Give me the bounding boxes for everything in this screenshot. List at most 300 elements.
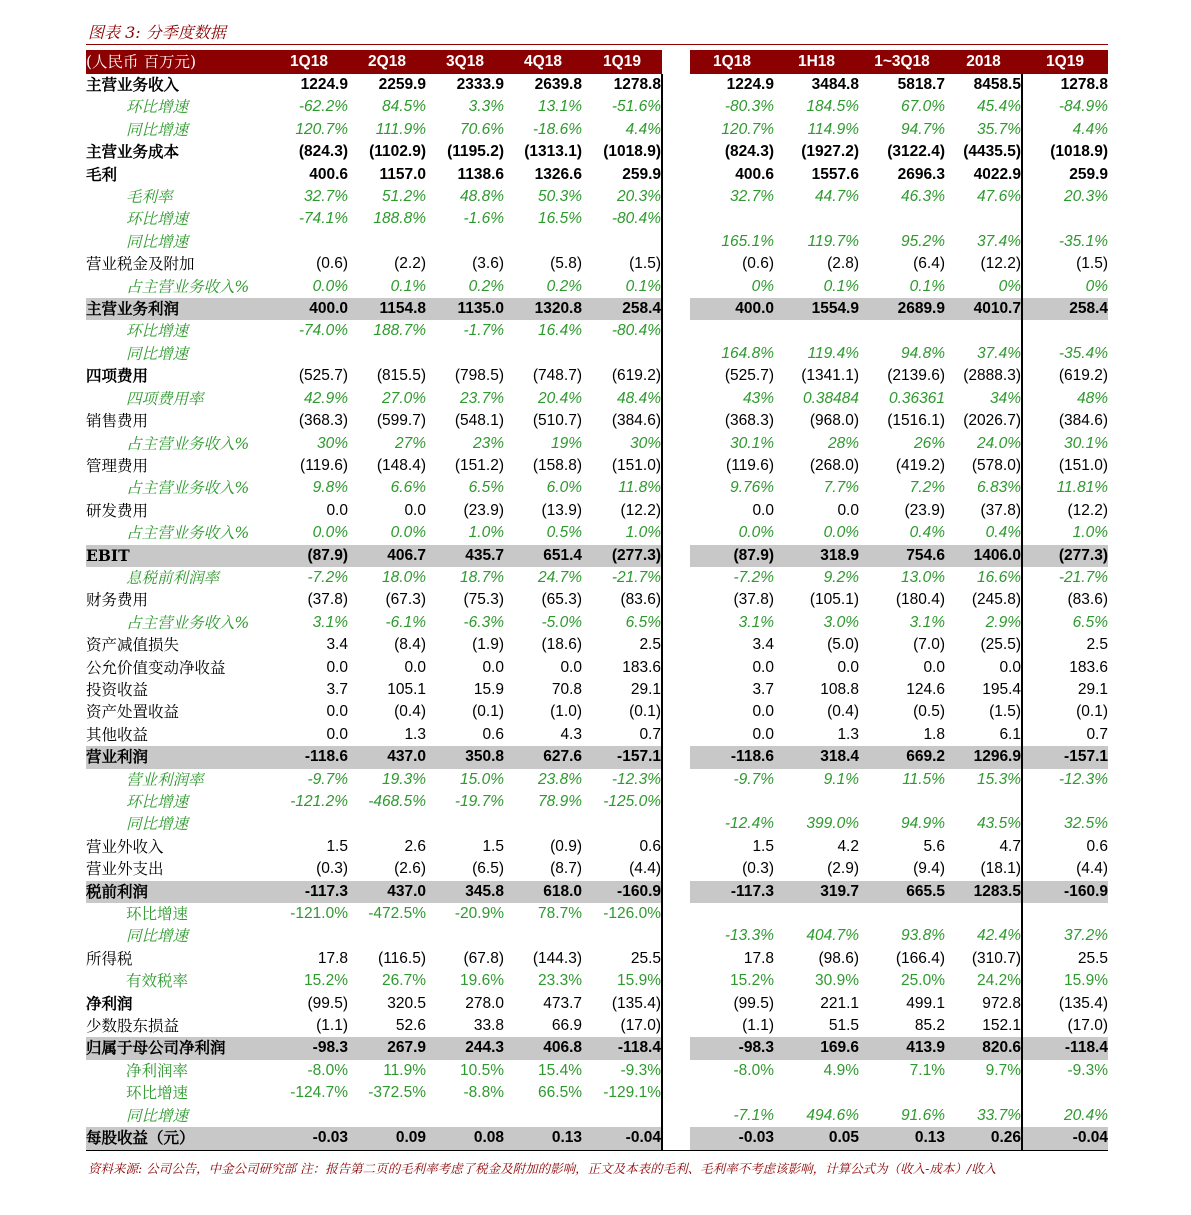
cell-right: 9.1% — [823, 770, 859, 788]
cell-right: 34% — [945, 388, 1022, 410]
cell-right: (37.8) — [733, 591, 774, 609]
table-row — [86, 970, 1108, 992]
column-gap — [662, 231, 690, 253]
table-row — [86, 1082, 1108, 1104]
cell-right: -118.4 — [1022, 1037, 1108, 1059]
cell-left: (6.5) — [472, 860, 504, 878]
column-gap — [662, 298, 690, 320]
cell-right — [945, 791, 1022, 813]
cell-right: (12.2) — [1067, 501, 1108, 519]
column-gap — [662, 925, 690, 947]
cell-right: 120.7% — [721, 120, 774, 138]
row-label: 息税前利润率 — [126, 568, 220, 587]
cell-right: 94.7% — [901, 120, 945, 138]
row-label: 环比增速 — [126, 210, 189, 229]
cell-left — [348, 1105, 426, 1127]
cell-left: 0.1% — [582, 276, 662, 298]
table-row — [86, 74, 1108, 96]
cell-right: 29.1 — [1077, 680, 1108, 698]
cell-right — [945, 320, 1022, 342]
col-header: 1Q18 — [270, 50, 348, 74]
cell-right: -8.0% — [733, 1061, 774, 1079]
cell-right: 258.4 — [1022, 298, 1108, 320]
row-label: 环比增速 — [126, 1084, 189, 1103]
cell-right: 1296.9 — [945, 746, 1022, 768]
cell-left: 70.6% — [460, 120, 504, 138]
cell-right: -7.2% — [733, 568, 774, 586]
row-label: EBIT — [86, 545, 270, 567]
column-gap — [662, 276, 690, 298]
cell-right: (0.3) — [742, 860, 774, 878]
cell-right: (0.5) — [913, 703, 945, 721]
column-gap — [662, 993, 690, 1015]
cell-left: 0.0% — [312, 524, 348, 542]
cell-left: -118.4 — [582, 1037, 662, 1059]
cell-left — [270, 231, 348, 253]
cell-right: (83.6) — [1067, 591, 1108, 609]
cell-left: 437.0 — [348, 881, 426, 903]
column-gap — [662, 679, 690, 701]
row-label: 同比增速 — [126, 927, 189, 946]
cell-right: -12.3% — [1058, 770, 1108, 788]
cell-right: (1.1) — [742, 1017, 774, 1035]
column-gap — [662, 208, 690, 230]
cell-left: 406.7 — [348, 545, 426, 567]
cell-right: (23.9) — [904, 501, 945, 519]
col-header: 1Q19 — [582, 50, 662, 74]
cell-right: (166.4) — [895, 949, 945, 967]
cell-right — [945, 1082, 1022, 1104]
row-label: 占主营业务收入% — [126, 524, 250, 543]
column-gap — [662, 477, 690, 499]
cell-left: (824.3) — [298, 143, 348, 161]
cell-left: 11.9% — [383, 1061, 426, 1079]
cell-right: 400.6 — [735, 165, 774, 183]
table-row — [86, 410, 1108, 432]
cell-left: -468.5% — [368, 793, 426, 810]
cell-right — [774, 1082, 859, 1104]
cell-right: 669.2 — [859, 746, 945, 768]
cell-right: 16.6% — [945, 567, 1022, 589]
cell-left: (2.6) — [394, 860, 426, 878]
cell-right: 9.76% — [730, 479, 774, 497]
row-label: 四项费用率 — [126, 389, 204, 408]
row-label: 营业税金及附加 — [86, 255, 195, 274]
column-gap — [662, 1127, 690, 1150]
cell-right: -9.7% — [733, 770, 774, 788]
cell-left: 23.3% — [538, 972, 582, 990]
cell-left: 32.7% — [304, 188, 348, 206]
cell-right: 0.4% — [909, 524, 945, 542]
cell-left: 11.8% — [582, 477, 662, 499]
cell-left: 0.0 — [326, 725, 348, 743]
cell-left: -9.7% — [307, 770, 348, 788]
cell-right: -21.7% — [1058, 568, 1108, 586]
cell-left: 400.6 — [309, 165, 348, 183]
cell-right: 15.2% — [730, 972, 774, 990]
cell-right: 754.6 — [859, 545, 945, 567]
cell-right: 93.8% — [901, 927, 945, 945]
cell-left: 19% — [550, 434, 582, 452]
cell-right: 94.9% — [901, 815, 945, 833]
cell-right: -157.1 — [1022, 746, 1108, 768]
table-row — [86, 791, 1108, 813]
cell-right: 37.4% — [945, 231, 1022, 253]
cell-right: 20.4% — [1064, 1106, 1108, 1124]
cell-left: -121.2% — [290, 793, 348, 810]
cell-right: 259.9 — [1069, 165, 1108, 183]
cell-left: -0.03 — [270, 1127, 348, 1150]
cell-right: (17.0) — [1067, 1017, 1108, 1035]
cell-right: (5.0) — [827, 636, 859, 654]
cell-left: -160.9 — [582, 881, 662, 903]
cell-right: (2.9) — [827, 860, 859, 878]
cell-right: 1.5 — [752, 837, 774, 855]
table-row — [86, 164, 1108, 186]
row-label: 净利润 — [86, 993, 133, 1013]
table-row — [86, 365, 1108, 387]
cell-right: 972.8 — [945, 993, 1022, 1015]
cell-left: 3.3% — [468, 98, 504, 116]
row-label: 同比增速 — [126, 344, 189, 363]
cell-right — [690, 208, 774, 230]
column-gap — [662, 522, 690, 544]
table-body — [86, 50, 1108, 1150]
cell-left: -98.3 — [270, 1037, 348, 1059]
cell-right: 6.83% — [945, 477, 1022, 499]
column-gap — [662, 253, 690, 275]
cell-left: 15.2% — [304, 972, 348, 990]
cell-left: 78.7% — [538, 905, 582, 923]
cell-right: 25.5 — [1077, 949, 1108, 967]
cell-right: 119.4% — [807, 344, 859, 362]
cell-right: 37.4% — [945, 343, 1022, 365]
row-label: 其他收益 — [86, 725, 149, 744]
cell-left: 1.0% — [468, 524, 504, 542]
cell-left: (2.2) — [394, 255, 426, 273]
column-gap — [662, 365, 690, 387]
cell-right: 9.2% — [823, 568, 859, 586]
column-gap — [662, 164, 690, 186]
cell-left — [504, 343, 582, 365]
cell-left: 183.6 — [582, 657, 662, 679]
row-label: 资产处置收益 — [86, 703, 180, 722]
column-gap — [662, 791, 690, 813]
cell-right — [1022, 320, 1108, 342]
cell-right: 183.6 — [1069, 658, 1108, 676]
cell-left: -8.0% — [307, 1061, 348, 1079]
col-header: 1~3Q18 — [859, 50, 945, 74]
cell-left — [426, 343, 504, 365]
cell-left: (119.6) — [300, 456, 348, 474]
table-row — [86, 388, 1108, 410]
cell-right: 3.1% — [738, 613, 774, 631]
cell-left: -121.0% — [290, 905, 348, 923]
cell-right: 24.0% — [945, 433, 1022, 455]
cell-right: -84.9% — [1058, 98, 1108, 116]
table-row — [86, 813, 1108, 835]
cell-left: 48.8% — [460, 188, 504, 206]
table-row — [86, 567, 1108, 589]
cell-left: (1195.2) — [447, 143, 504, 161]
cell-left: 27.0% — [382, 389, 426, 407]
cell-left: 6.5% — [582, 612, 662, 634]
table-row — [86, 612, 1108, 634]
cell-right: 1283.5 — [945, 881, 1022, 903]
cell-left: 0.13 — [504, 1127, 582, 1150]
cell-right: 4.9% — [823, 1061, 859, 1079]
cell-right: 28% — [827, 434, 859, 452]
cell-left: 0.0% — [312, 277, 348, 295]
row-label: 净利润率 — [126, 1061, 189, 1080]
cell-left: 437.0 — [348, 746, 426, 768]
cell-right: 42.4% — [945, 925, 1022, 947]
cell-left: -18.6% — [532, 120, 582, 138]
row-label: 四项费用 — [86, 366, 149, 386]
row-label: 公允价值变动净收益 — [86, 658, 226, 677]
cell-right: 319.7 — [774, 881, 859, 903]
header-row — [86, 50, 1108, 74]
cell-right: 0.38484 — [802, 389, 859, 407]
table-row — [86, 545, 1108, 567]
cell-right — [774, 208, 859, 230]
cell-left — [348, 343, 426, 365]
cell-right: 30.1% — [730, 434, 774, 452]
cell-right — [690, 320, 774, 342]
cell-right: 67.0% — [901, 98, 945, 116]
row-label: 占主营业务收入% — [126, 479, 250, 498]
cell-left: 19.6% — [460, 972, 504, 990]
row-label: 财务费用 — [86, 591, 149, 610]
cell-right: -80.3% — [724, 98, 774, 116]
column-gap — [662, 50, 690, 74]
cell-left: (148.4) — [376, 456, 426, 474]
cell-right: 17.8 — [743, 949, 774, 967]
cell-left — [582, 813, 662, 835]
table-row — [86, 1105, 1108, 1127]
cell-left — [582, 1105, 662, 1127]
cell-right: (7.0) — [913, 636, 945, 654]
cell-right: (0.6) — [742, 255, 774, 273]
row-label: 营业利润 — [86, 746, 270, 768]
cell-left: 473.7 — [543, 994, 582, 1012]
cell-right: 4.7 — [945, 836, 1022, 858]
cell-left: 120.7% — [295, 120, 348, 138]
cell-left: 15.4% — [538, 1061, 582, 1079]
row-label: 资产减值损失 — [86, 636, 180, 655]
cell-left — [582, 231, 662, 253]
cell-right: 95.2% — [901, 232, 945, 250]
cell-right — [859, 1082, 945, 1104]
row-label: 主营业务成本 — [86, 142, 180, 162]
cell-left: 2.5 — [582, 634, 662, 656]
cell-right: 11.81% — [1056, 479, 1108, 497]
figure-title: 图表 3: 分季度数据 — [88, 23, 226, 42]
cell-left: (1.0) — [550, 703, 582, 721]
cell-right: 2.5 — [1086, 636, 1108, 654]
cell-right: (245.8) — [945, 589, 1022, 611]
cell-right: 32.5% — [1064, 815, 1108, 833]
cell-left: 406.8 — [504, 1037, 582, 1059]
column-gap — [662, 1060, 690, 1082]
table-row — [86, 1127, 1108, 1150]
cell-right: 25.0% — [901, 972, 945, 990]
column-gap — [662, 119, 690, 141]
cell-right: 1278.8 — [1060, 76, 1108, 93]
cell-left: (0.1) — [582, 701, 662, 723]
cell-right: (1927.2) — [801, 143, 859, 161]
title-divider — [86, 44, 1108, 45]
cell-right: (619.2) — [1058, 367, 1108, 385]
column-gap — [662, 96, 690, 118]
cell-right: (87.9) — [690, 545, 774, 567]
cell-right: 0.0 — [752, 658, 774, 676]
cell-right: 0.05 — [774, 1127, 859, 1150]
row-label: 营业外支出 — [86, 860, 164, 879]
cell-right: 48% — [1076, 389, 1108, 407]
cell-left — [348, 925, 426, 947]
cell-right: (824.3) — [724, 143, 774, 161]
column-gap — [662, 186, 690, 208]
cell-left: 20.4% — [538, 389, 582, 407]
cell-right: 2.9% — [945, 612, 1022, 634]
cell-left: 0.6 — [582, 836, 662, 858]
row-label: 毛利率 — [126, 188, 173, 207]
row-label: 销售费用 — [86, 412, 149, 431]
cell-left: (151.2) — [454, 456, 504, 474]
cell-right: (25.5) — [945, 634, 1022, 656]
table-row — [86, 119, 1108, 141]
cell-left — [504, 925, 582, 947]
cell-right: 26% — [913, 434, 945, 452]
column-gap — [662, 948, 690, 970]
cell-left: 0.0 — [404, 658, 426, 676]
table-row — [86, 634, 1108, 656]
row-label: 每股收益（元） — [86, 1127, 270, 1150]
cell-left: 16.4% — [538, 322, 582, 340]
cell-right: 0.6 — [1086, 837, 1108, 855]
cell-left: (599.7) — [376, 412, 426, 430]
cell-left: -1.7% — [463, 322, 504, 340]
column-gap — [662, 589, 690, 611]
cell-left: 1278.8 — [582, 74, 662, 96]
col-header: 1Q19 — [1022, 50, 1108, 74]
cell-right: 45.4% — [945, 96, 1022, 118]
cell-right: 221.1 — [820, 994, 859, 1012]
cell-left: (13.9) — [541, 501, 582, 519]
cell-left: -6.1% — [385, 613, 426, 631]
cell-right: 3.7 — [752, 680, 774, 698]
cell-left: (368.3) — [298, 412, 348, 430]
cell-left: 1154.8 — [348, 298, 426, 320]
cell-left — [504, 231, 582, 253]
cell-right: 6.5% — [1072, 613, 1108, 631]
cell-left: (0.4) — [394, 703, 426, 721]
column-gap — [662, 343, 690, 365]
row-label: 占主营业务收入% — [126, 613, 250, 632]
cell-right: 0.1% — [909, 277, 945, 295]
cell-left: -472.5% — [368, 905, 426, 923]
cell-right: 165.1% — [721, 232, 774, 250]
cell-right: 195.4 — [945, 679, 1022, 701]
table-row — [86, 433, 1108, 455]
cell-right: 0.0 — [752, 501, 774, 519]
cell-left: -117.3 — [270, 881, 348, 903]
cell-right: 0.0 — [837, 501, 859, 519]
cell-left: 1.0% — [582, 522, 662, 544]
cell-right: 0.36361 — [888, 389, 945, 407]
cell-right: 318.9 — [774, 545, 859, 567]
table-row — [86, 522, 1108, 544]
cell-right: 413.9 — [859, 1037, 945, 1059]
cell-left: 17.8 — [317, 949, 348, 967]
cell-right: (98.6) — [818, 949, 859, 967]
table-row — [86, 186, 1108, 208]
cell-right: -118.6 — [690, 746, 774, 768]
cell-left: 23.7% — [460, 389, 504, 407]
cell-right: (105.1) — [809, 591, 859, 609]
cell-left: 15.0% — [460, 770, 504, 788]
column-gap — [662, 657, 690, 679]
cell-right: 164.8% — [721, 344, 774, 362]
table-row — [86, 769, 1108, 791]
table-row — [86, 881, 1108, 903]
cell-left: 0.2% — [468, 277, 504, 295]
cell-right: 400.0 — [690, 298, 774, 320]
row-label: 环比增速 — [126, 98, 189, 117]
cell-left: (525.7) — [298, 367, 348, 385]
cell-left: 4.4% — [582, 119, 662, 141]
cell-left: 0.1% — [390, 277, 426, 295]
cell-left: 6.6% — [390, 479, 426, 497]
cell-left: -51.6% — [582, 96, 662, 118]
cell-right: (3122.4) — [887, 143, 945, 161]
cell-left: 25.5 — [582, 948, 662, 970]
cell-left: (23.9) — [463, 501, 504, 519]
cell-left: -6.3% — [463, 613, 504, 631]
column-gap — [662, 410, 690, 432]
cell-right: (119.6) — [726, 456, 774, 474]
cell-left: (12.2) — [582, 500, 662, 522]
col-header: 2018 — [945, 50, 1022, 74]
col-header: 4Q18 — [504, 50, 582, 74]
cell-right: 1.3 — [837, 725, 859, 743]
cell-right: 4.2 — [837, 837, 859, 855]
cell-right: 169.6 — [774, 1037, 859, 1059]
cell-right: -0.03 — [690, 1127, 774, 1150]
cell-left: (116.5) — [378, 949, 426, 967]
cell-right: -35.1% — [1058, 232, 1108, 250]
cell-right: 0.0% — [738, 524, 774, 542]
cell-left: (5.8) — [550, 255, 582, 273]
cell-right: 0.0 — [945, 657, 1022, 679]
cell-right: (968.0) — [809, 412, 859, 430]
table-row — [86, 836, 1108, 858]
cell-left — [270, 1105, 348, 1127]
cell-right: -117.3 — [690, 881, 774, 903]
row-label: 归属于母公司净利润 — [86, 1037, 270, 1059]
cell-right: 43.5% — [945, 813, 1022, 835]
cell-right: (384.6) — [1058, 412, 1108, 430]
cell-left: -20.9% — [454, 905, 504, 923]
cell-right: 3.4 — [752, 636, 774, 654]
cell-left: 3.7 — [326, 680, 348, 698]
table-row — [86, 253, 1108, 275]
cell-left: 105.1 — [387, 680, 426, 698]
cell-left: (1313.1) — [524, 143, 582, 161]
cell-right: 494.6% — [806, 1106, 859, 1124]
cell-right: 1.0% — [1072, 524, 1108, 542]
